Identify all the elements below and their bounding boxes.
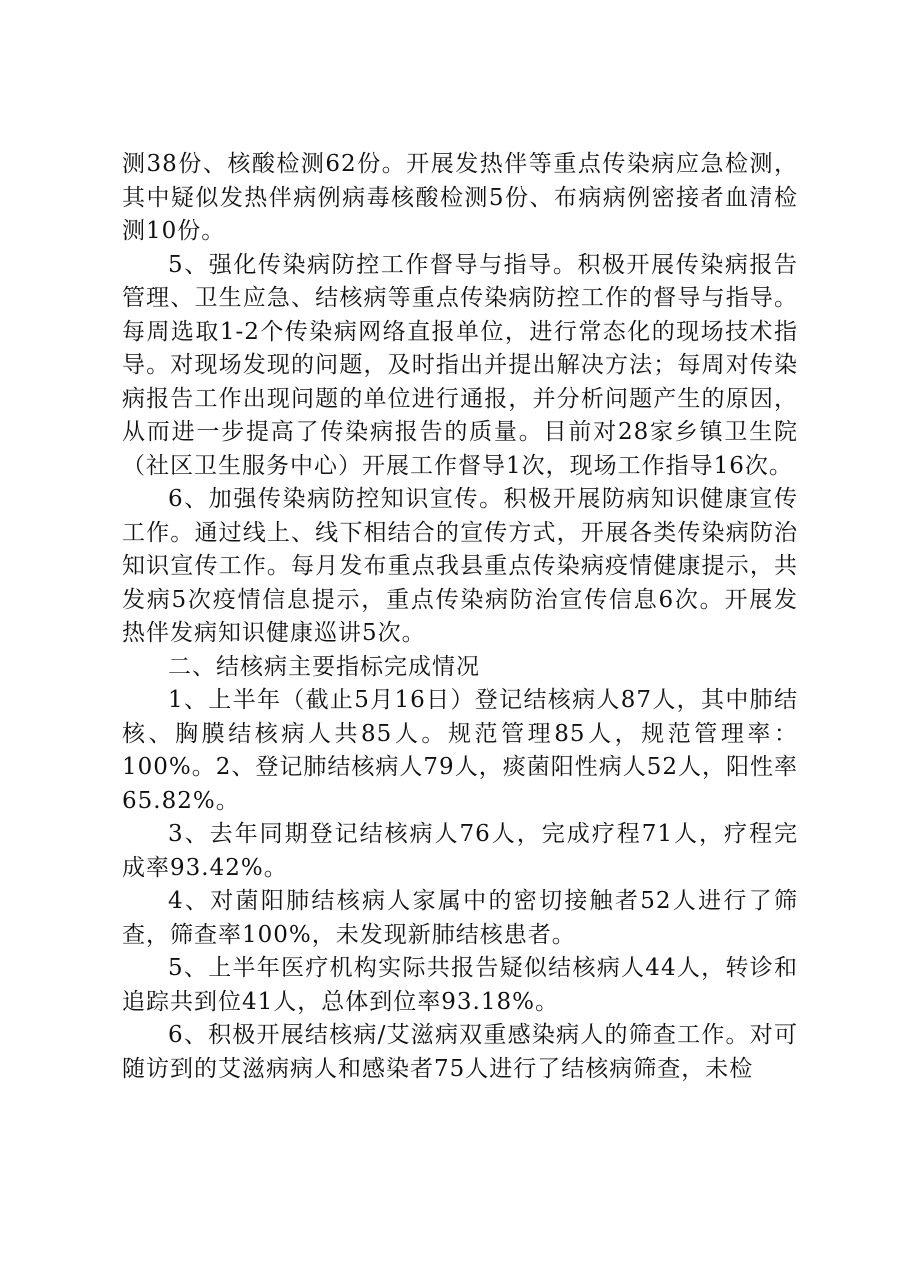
paragraph-6: 4、对菌阳肺结核病人家属中的密切接触者52人进行了筛查，筛查率100%，未发现新肺结核患者。 [122, 888, 798, 948]
paragraph-8: 6、积极开展结核病/艾滋病双重感染病人的筛查工作。对可随访到的艾滋病病人和感染者75人进行了结核病筛查，未检 [122, 1022, 798, 1082]
paragraph-5: 3、去年同期登记结核病人76人，完成疗程71人，疗程完成率93.42%。 [122, 821, 798, 881]
section-heading: 二、结核病主要指标完成情况 [168, 653, 480, 680]
paragraph-1: 测38份、核酸检测62份。开展发热伴等重点传染病应急检测，其中疑似发热伴病例病毒核酸检测5份、布病病例密接者血清检测10份。 [122, 151, 798, 244]
paragraph-4: 1、上半年（截止5月16日）登记结核病人87人，其中肺结核、胸膜结核病人共85人。规范管理85人，规范管理率：100%。2、登记肺结核病人79人，痰菌阳性病人52人，阳性率65.82%。 [122, 687, 798, 814]
paragraph-7: 5、上半年医疗机构实际共报告疑似结核病人44人，转诊和追踪共到位41人，总体到位率93.18%。 [122, 955, 798, 1015]
paragraph-3: 6、加强传染病防控知识宣传。积极开展防病知识健康宣传工作。通过线上、线下相结合的宣传方式，开展各类传染病防治知识宣传工作。每月发布重点我县重点传染病疫情健康提示，共发病5次疫情信息提示，重点传染病防治宣传信息6次。开展发热伴发病知识健康巡讲5次。 [122, 486, 798, 646]
document-body [122, 148, 798, 1086]
paragraph-2: 5、强化传染病防控工作督导与指导。积极开展传染病报告管理、卫生应急、结核病等重点传染病防控工作的督导与指导。每周选取1-2个传染病网络直报单位，进行常态化的现场技术指导。对现场发现的问题，及时指出并提出解决方法；每周对传染病报告工作出现问题的单位进行通报，并分析问题产生的原因，从而进一步提高了传染病报告的质量。目前对28家乡镇卫生院（社区卫生服务中心）开展工作督导1次，现场工作指导16次。 [122, 251, 798, 479]
